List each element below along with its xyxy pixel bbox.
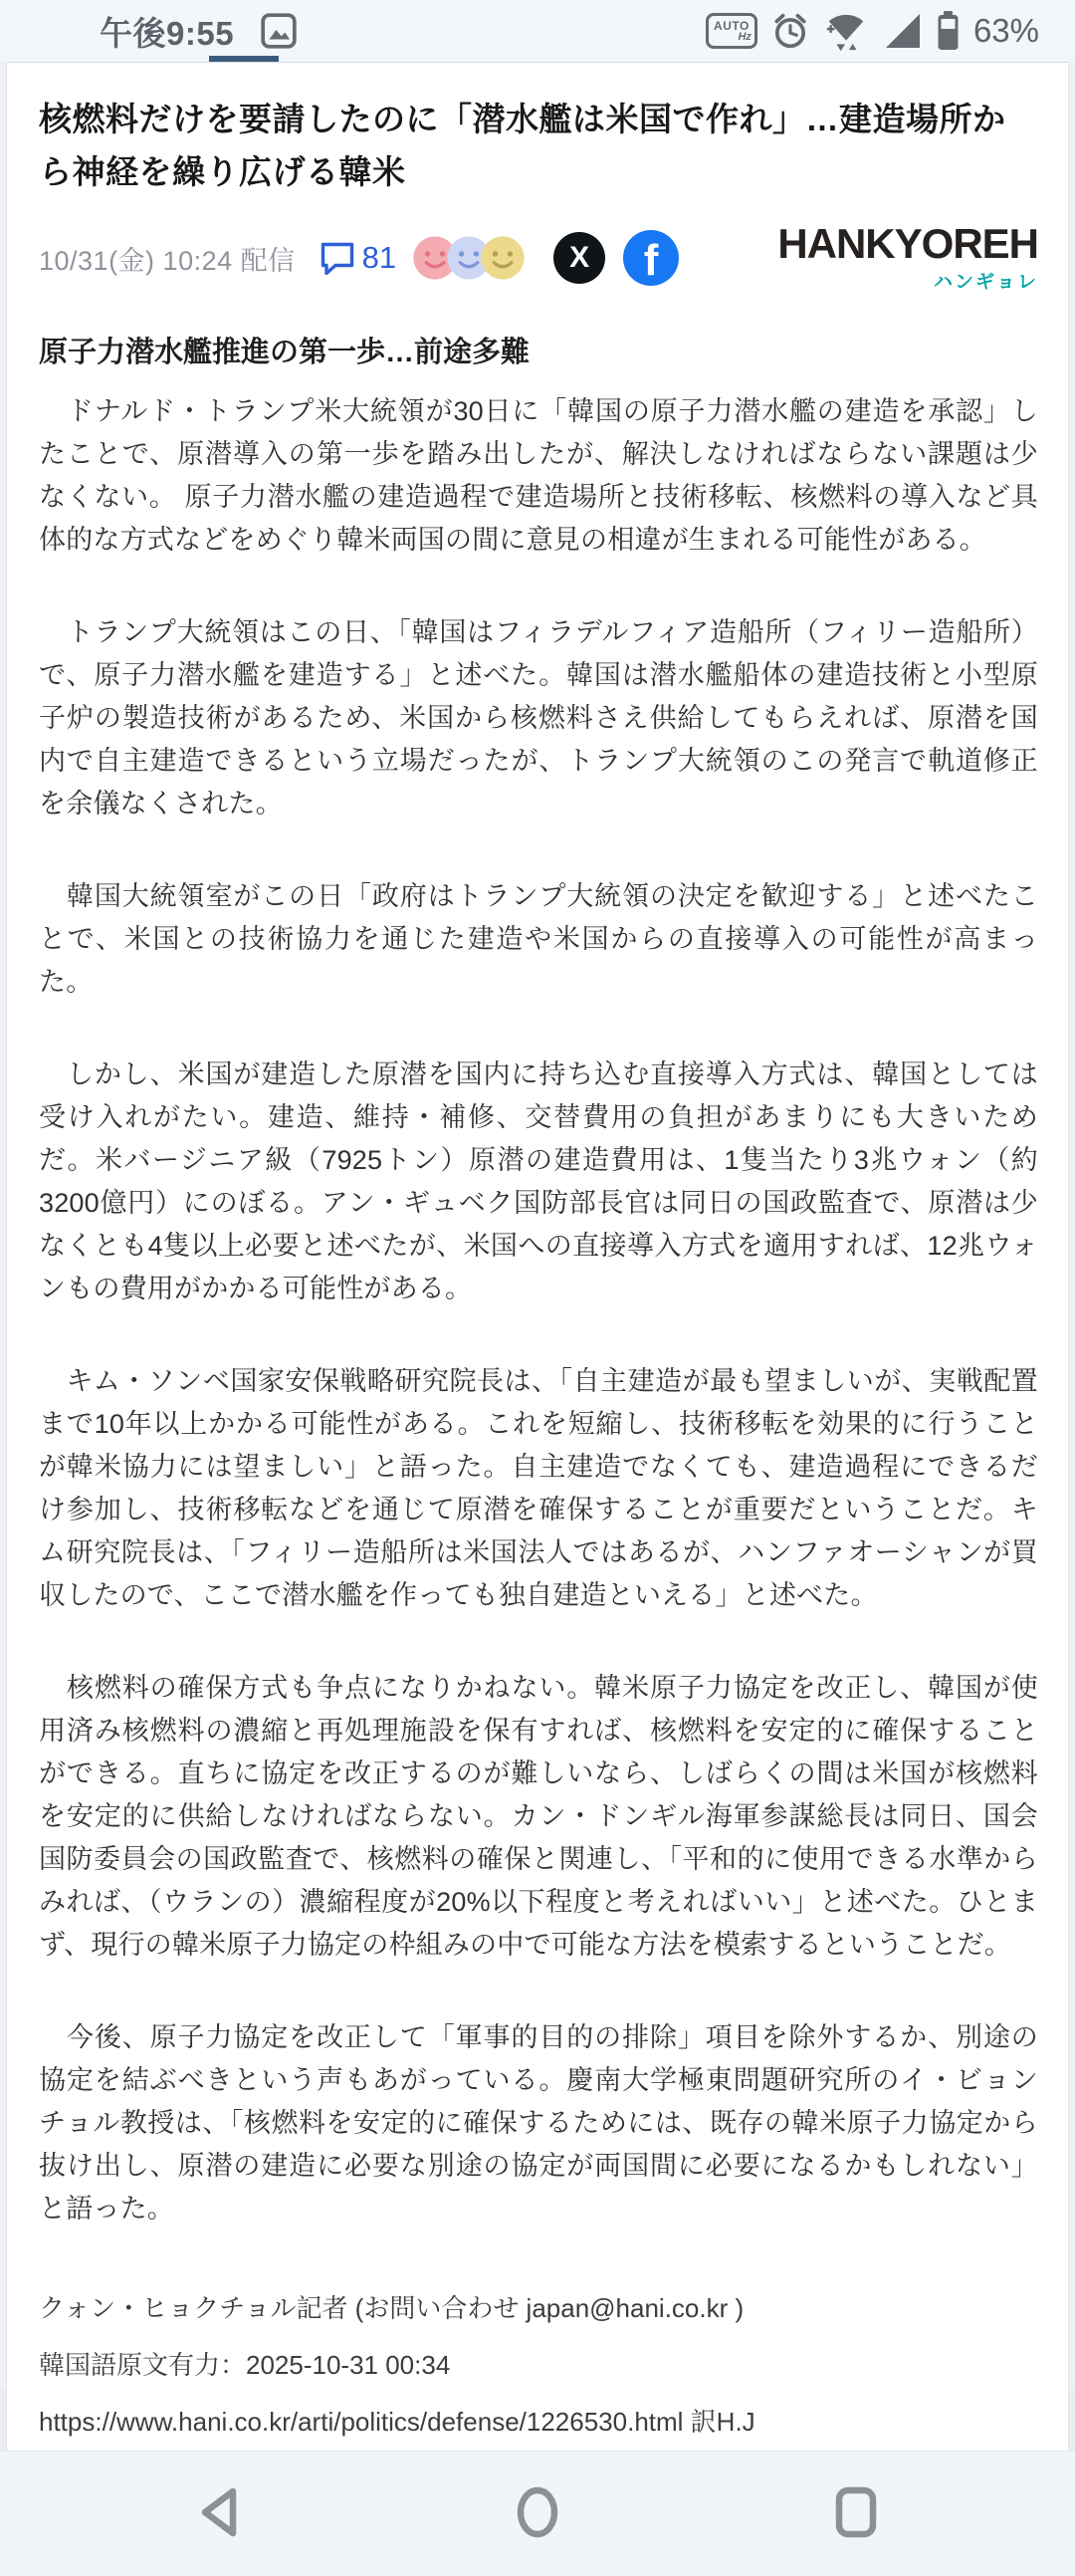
home-circle-icon: [514, 2484, 561, 2543]
comment-bubble-icon: [320, 241, 355, 275]
status-bar-left: [100, 8, 298, 55]
publish-date: 10/31(金) 10:24 配信: [39, 245, 296, 276]
home-button[interactable]: [508, 2484, 567, 2544]
facebook-logo-icon: f: [643, 236, 659, 285]
battery-icon: [937, 11, 960, 51]
status-bar: [0, 0, 1075, 62]
article-paragraph-1: ドナルド・トランプ米大統領が30日に「韓国の原子力潜水艦の建造を承認」したことで、原潜導入の第一歩を踏み出したが、解決しなければならない課題は少なくない。 原子力潜水艦の建造過程で建造場所と技術移転、核燃料の導入など具体的な方式などをめぐり韓米両国の間に意見の相違が生まれる可能性がある。: [39, 396, 1038, 555]
article-paragraph-2: トランプ大統領はこの日、「韓国はフィラデルフィア造船所（フィリー造船所）で、原子力潜水艦を建造する」と述べた。韓国は潜水艦船体の建造技術と小型原子炉の製造技術があるため、米国から核燃料さえ供給してもらえれば、原潜を国内で自主建造できるという立場だったが、トランプ大統領のこの発言で軌道修正を余儀なくされた。: [39, 617, 1038, 819]
recents-square-icon: [832, 2484, 880, 2543]
article-paragraph-6: 核燃料の確保方式も争点になりかねない。韓米原子力協定を改正し、韓国が使用済み核燃料の濃縮と再処理施設を保有すれば、核燃料を安定的に確保することができる。直ちに協定を改正するのが難しいなら、しばらくの間は米国が核燃料を安定的に供給しなければならない。カン・ドンギル海軍参謀総長は同日、国会国防委員会の国政監査で、核燃料の確保と関連し、「平和的に使用できる水準からみれば、（ウランの）濃縮程度が20%以下程度と考えればいい」と述べた。ひとまず、現行の韓米原子力協定の枠組みの中で可能な方法を模索するということだ。: [39, 1673, 1038, 1960]
original-date-line: 韓国語原文有力：2025-10-31 00:34: [39, 2350, 451, 2380]
android-nav-bar: [0, 2451, 1075, 2576]
article-paragraph-3: 韓国大統領室がこの日「政府はトランプ大統領の決定を歓迎する」と述べたことで、米国との技術協力を通じた建造や米国からの直接導入の可能性が高まった。: [39, 881, 1038, 997]
article-card: [6, 62, 1069, 2451]
status-time: 午後9:55: [100, 14, 235, 52]
article-body: [39, 390, 1038, 2230]
article-paragraph-7: 今後、原子力協定を改正して「軍事的目的の排除」項目を除外するか、別途の協定を結ぶべきという声もあがっている。慶南大学極東問題研究所のイ・ビョンチョル教授は、「核燃料を安定的に確保するためには、既存の韓米原子力協定から抜け出し、原潜の建造に必要な別途の協定が両国間に必要になるかもしれない」と語った。: [39, 2022, 1038, 2224]
share-facebook-button[interactable]: [623, 230, 679, 286]
reaction-smiley-yellow-icon: [480, 235, 526, 281]
wifi-transfer-icon: [823, 9, 869, 53]
reporter-contact-line: クォン・ヒョクチョル記者 (お問い合わせ japan@hani.co.kr ): [39, 2293, 745, 2323]
image-notification-icon: [260, 12, 298, 50]
share-x-button[interactable]: [553, 232, 605, 284]
article-subheading: 原子力潜水艦推進の第一歩…前途多難: [39, 337, 531, 368]
status-bar-right: [706, 9, 1039, 53]
x-logo-icon: X: [569, 241, 590, 274]
hankyoreh-katakana: ハンギョレ: [933, 272, 1038, 293]
alarm-icon: [771, 12, 809, 50]
auto-hz-icon: [706, 13, 757, 49]
hankyoreh-wordmark: HANKYOREH: [777, 220, 1038, 267]
article-footer: [39, 2280, 1038, 2451]
active-tab-underline: [209, 56, 279, 62]
auto-label: AUTO: [714, 18, 750, 33]
reaction-emojis[interactable]: [412, 235, 526, 281]
article-title: 核燃料だけを要請したのに「潜水艦は米国で作れ」…建造場所から神経を繰り広げる韓米: [39, 101, 1006, 190]
article-meta-row: [39, 222, 1038, 294]
back-triangle-icon: [195, 2484, 243, 2543]
hz-label: Hz: [738, 30, 752, 43]
comment-button[interactable]: [320, 240, 396, 276]
signal-icon: [883, 12, 923, 50]
source-url-line: https://www.hani.co.kr/arti/politics/defense/1226530.html 訳H.J: [39, 2407, 755, 2437]
article-paragraph-4: しかし、米国が建造した原潜を国内に持ち込む直接導入方式は、韓国としては受け入れがたい。建造、維持・補修、交替費用の負担があまりにも大きいためだ。米バージニア級（7925トン）原潜の建造費用は、1隻当たり3兆ウォン（約3200億円）にのぼる。アン・ギュベク国防部長官は同日の国政監査で、原潜は少なくとも4隻以上必要と述べたが、米国への直接導入方式を適用すれば、12兆ウォンもの費用がかかる可能性がある。: [39, 1059, 1038, 1303]
battery-percent: 63%: [972, 12, 1039, 49]
recents-button[interactable]: [826, 2484, 886, 2544]
comment-count: 81: [361, 240, 397, 275]
article-paragraph-5: キム・ソンベ国家安保戦略研究院長は、「自主建造が最も望ましいが、実戦配置まで10年以上かかる可能性がある。これを短縮し、技術移転を効果的に行うことが韓米協力には望ましい」と語った。自主建造でなくても、建造過程にできるだけ参加し、技術移転などを通じて原潜を確保することが重要だということだ。キム研究院長は、「フィリー造船所は米国法人ではあるが、ハンファオーシャンが買収したので、ここで潜水艦を作っても独自建造といえる」と述べた。: [39, 1366, 1038, 1610]
hankyoreh-logo: [777, 222, 1038, 294]
back-button[interactable]: [189, 2484, 249, 2544]
